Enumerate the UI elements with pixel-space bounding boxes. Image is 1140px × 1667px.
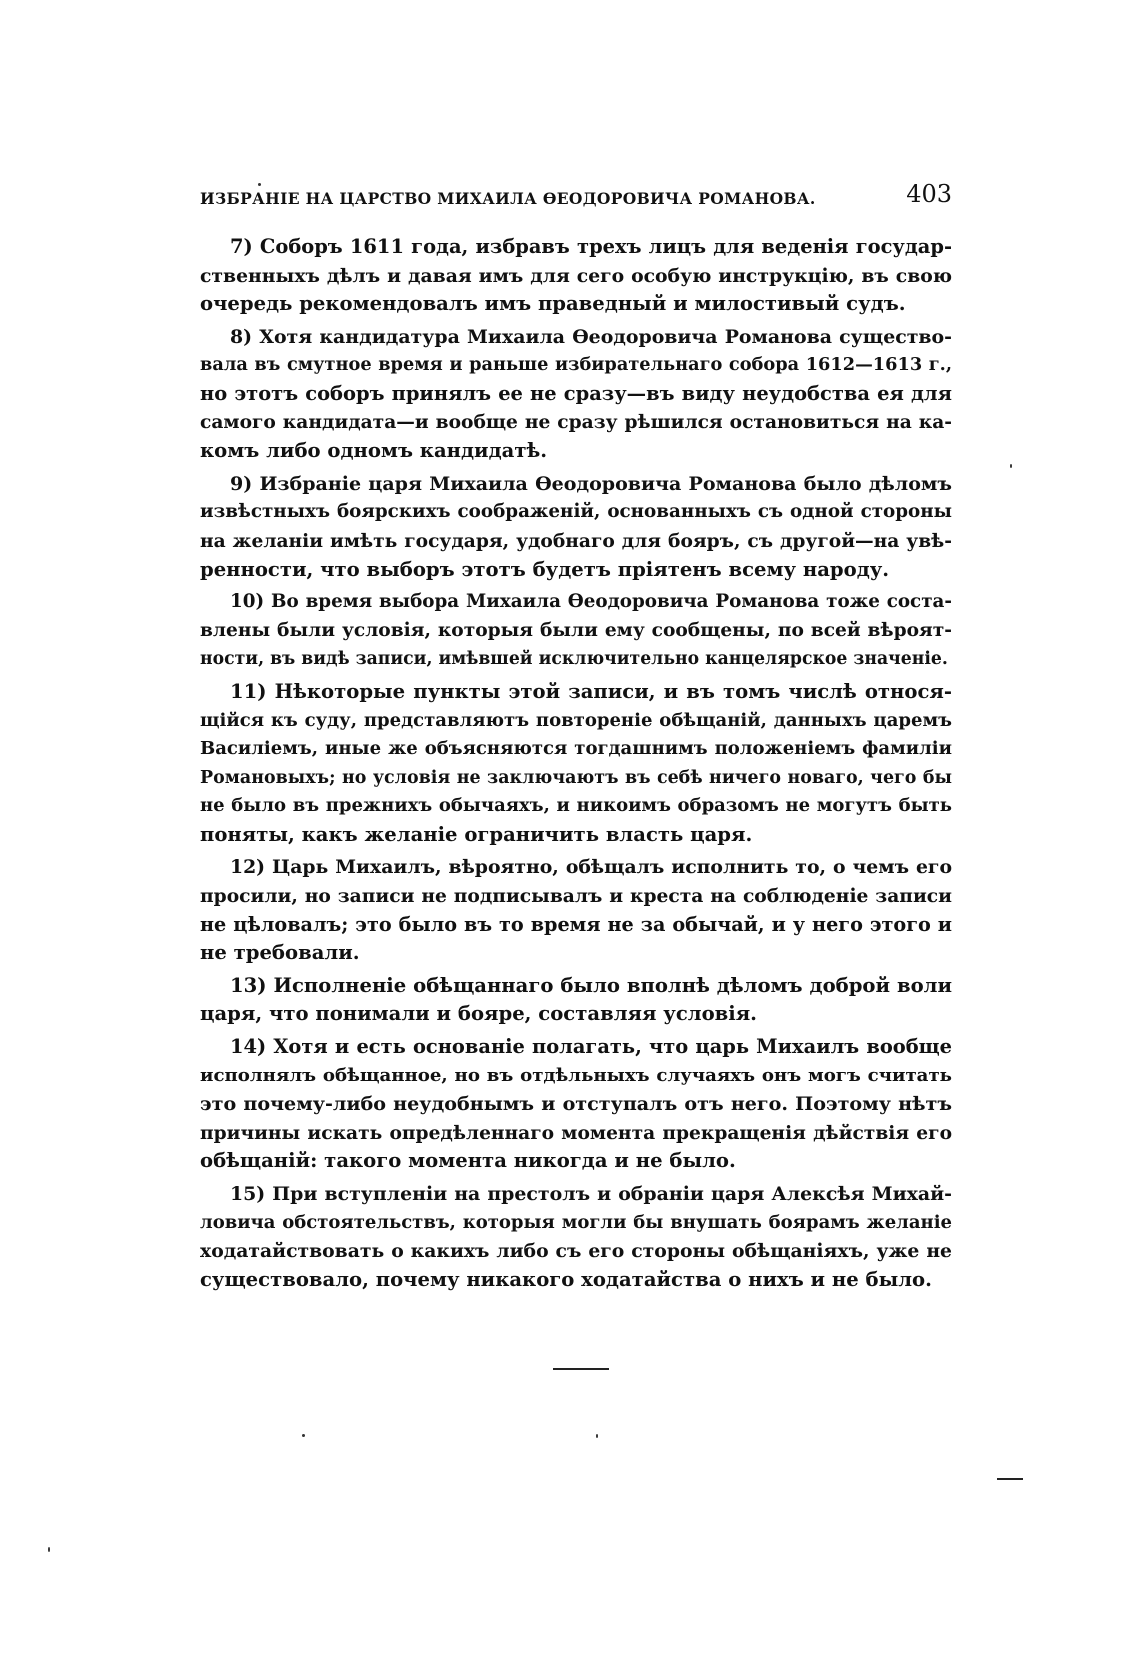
text-line: исполнялъ обѣщанное, но въ отдѣльныхъ случаяхъ онъ могъ считать bbox=[200, 1064, 952, 1086]
text-line: 11) Нѣкоторые пункты этой записи, и въ томъ числѣ относя- bbox=[230, 679, 952, 703]
text-line: это почему-либо неудобнымъ и отступалъ отъ него. Поэтому нѣтъ bbox=[200, 1092, 952, 1116]
paragraph-13 bbox=[200, 972, 952, 1029]
text-line: поняты, какъ желаніе ограничить власть царя. bbox=[200, 822, 753, 846]
page-number: 403 bbox=[906, 180, 952, 208]
scan-speck bbox=[48, 1547, 50, 1552]
scan-speck bbox=[302, 1434, 305, 1437]
scan-speck bbox=[1010, 464, 1012, 468]
text-line: царя, что понимали и бояре, составляя условія. bbox=[200, 1002, 757, 1026]
running-title: ИЗБРАНІЕ НА ЦАРСТВО МИХАИЛА ӨЕОДОРОВИЧА РОМАНОВА. bbox=[200, 189, 816, 208]
text-line: просили, но записи не подписывалъ и креста на соблюденіе записи bbox=[200, 885, 952, 908]
text-line: Василіемъ, иные же объясняются тогдашнимъ положеніемъ фамиліи bbox=[200, 738, 952, 760]
section-end-rule bbox=[553, 1368, 609, 1370]
scan-speck bbox=[596, 1434, 598, 1438]
text-line: на желаніи имѣть государя, удобнаго для бояръ, съ другой—на увѣ- bbox=[200, 529, 952, 552]
text-line: щійся къ суду, представляютъ повтореніе обѣщаній, данныхъ царемъ bbox=[200, 709, 952, 731]
text-line: 7) Соборъ 1611 года, избравъ трехъ лицъ для веденія государ- bbox=[230, 235, 952, 258]
paragraph-12 bbox=[200, 853, 952, 967]
text-line: извѣстныхъ боярскихъ соображеній, основанныхъ съ одной стороны bbox=[200, 501, 952, 523]
body-text bbox=[200, 233, 952, 1298]
text-line: не цѣловалъ; это было въ то время не за обычай, и у него этого и bbox=[200, 912, 952, 936]
margin-rule bbox=[997, 1478, 1023, 1480]
text-line: обѣщаній: такого момента никогда и не было. bbox=[200, 1149, 736, 1173]
text-line: не требовали. bbox=[200, 941, 360, 965]
text-line: самого кандидата—и вообще не сразу рѣшился остановиться на ка- bbox=[200, 411, 952, 433]
paragraph-14 bbox=[200, 1033, 952, 1176]
paragraph-10 bbox=[200, 588, 952, 674]
text-line: но этотъ соборъ принялъ ее не сразу—въ виду неудобства ея для bbox=[200, 381, 952, 405]
text-line: влены были условія, которыя были ему сообщены, по всей вѣроят- bbox=[200, 619, 952, 641]
text-line: ственныхъ дѣлъ и давая имъ для сего особую инструкцію, въ свою bbox=[200, 264, 952, 287]
text-line: ренности, что выборъ этотъ будетъ прiятенъ всему народу. bbox=[200, 557, 890, 581]
paragraph-7 bbox=[200, 233, 952, 319]
text-line: ловича обстоятельствъ, которыя могли бы внушать боярамъ желаніе bbox=[200, 1211, 952, 1233]
text-line: ности, въ видѣ записи, имѣвшей исключительно канцелярское значеніе. bbox=[200, 649, 948, 670]
paragraph-9 bbox=[200, 470, 952, 584]
text-line: 14) Хотя и есть основаніе полагать, что царь Михаилъ вообще bbox=[230, 1035, 952, 1059]
text-line: 12) Царь Михаилъ, вѣроятно, обѣщалъ исполнить то, о чемъ его bbox=[230, 856, 952, 879]
paragraph-15 bbox=[200, 1180, 952, 1294]
text-line: ходатайствовать о какихъ либо съ его стороны обѣщаніяхъ, уже не bbox=[200, 1240, 952, 1263]
text-line: 13) Исполненіе обѣщаннаго было вполнѣ дѣломъ доброй воли bbox=[230, 973, 952, 997]
paragraph-8 bbox=[200, 323, 952, 466]
paragraph-11 bbox=[200, 678, 952, 850]
text-line: 15) При вступленіи на престолъ и обраніи царя Алексѣя Михай- bbox=[230, 1183, 952, 1205]
text-line: 8) Хотя кандидатура Михаила Өеодоровича Романова существо- bbox=[230, 325, 952, 348]
text-line: причины искать опредѣленнаго момента прекращенія дѣйствія его bbox=[200, 1121, 952, 1144]
text-line: не было въ прежнихъ обычаяхъ, и никоимъ образомъ не могутъ быть bbox=[200, 795, 952, 817]
scan-speck bbox=[258, 183, 261, 186]
text-line: комъ либо одномъ кандидатѣ. bbox=[200, 439, 548, 463]
text-line: Романовыхъ; но условія не заключаютъ въ себѣ ничего новаго, чего бы bbox=[200, 767, 952, 788]
text-line: вала въ смутное время и раньше избирательнаго собора 1612—1613 г., bbox=[200, 354, 952, 376]
text-line: очередь рекомендовалъ имъ праведный и милостивый судъ. bbox=[200, 292, 906, 316]
text-line: 10) Во время выбора Михаила Өеодоровича Романова тоже соста- bbox=[230, 591, 952, 613]
page-header bbox=[200, 180, 952, 214]
text-line: 9) Избраніе царя Михаила Өеодоровича Романова было дѣломъ bbox=[230, 472, 952, 495]
text-line: существовало, почему никакого ходатайства о нихъ и не было. bbox=[200, 1267, 932, 1291]
